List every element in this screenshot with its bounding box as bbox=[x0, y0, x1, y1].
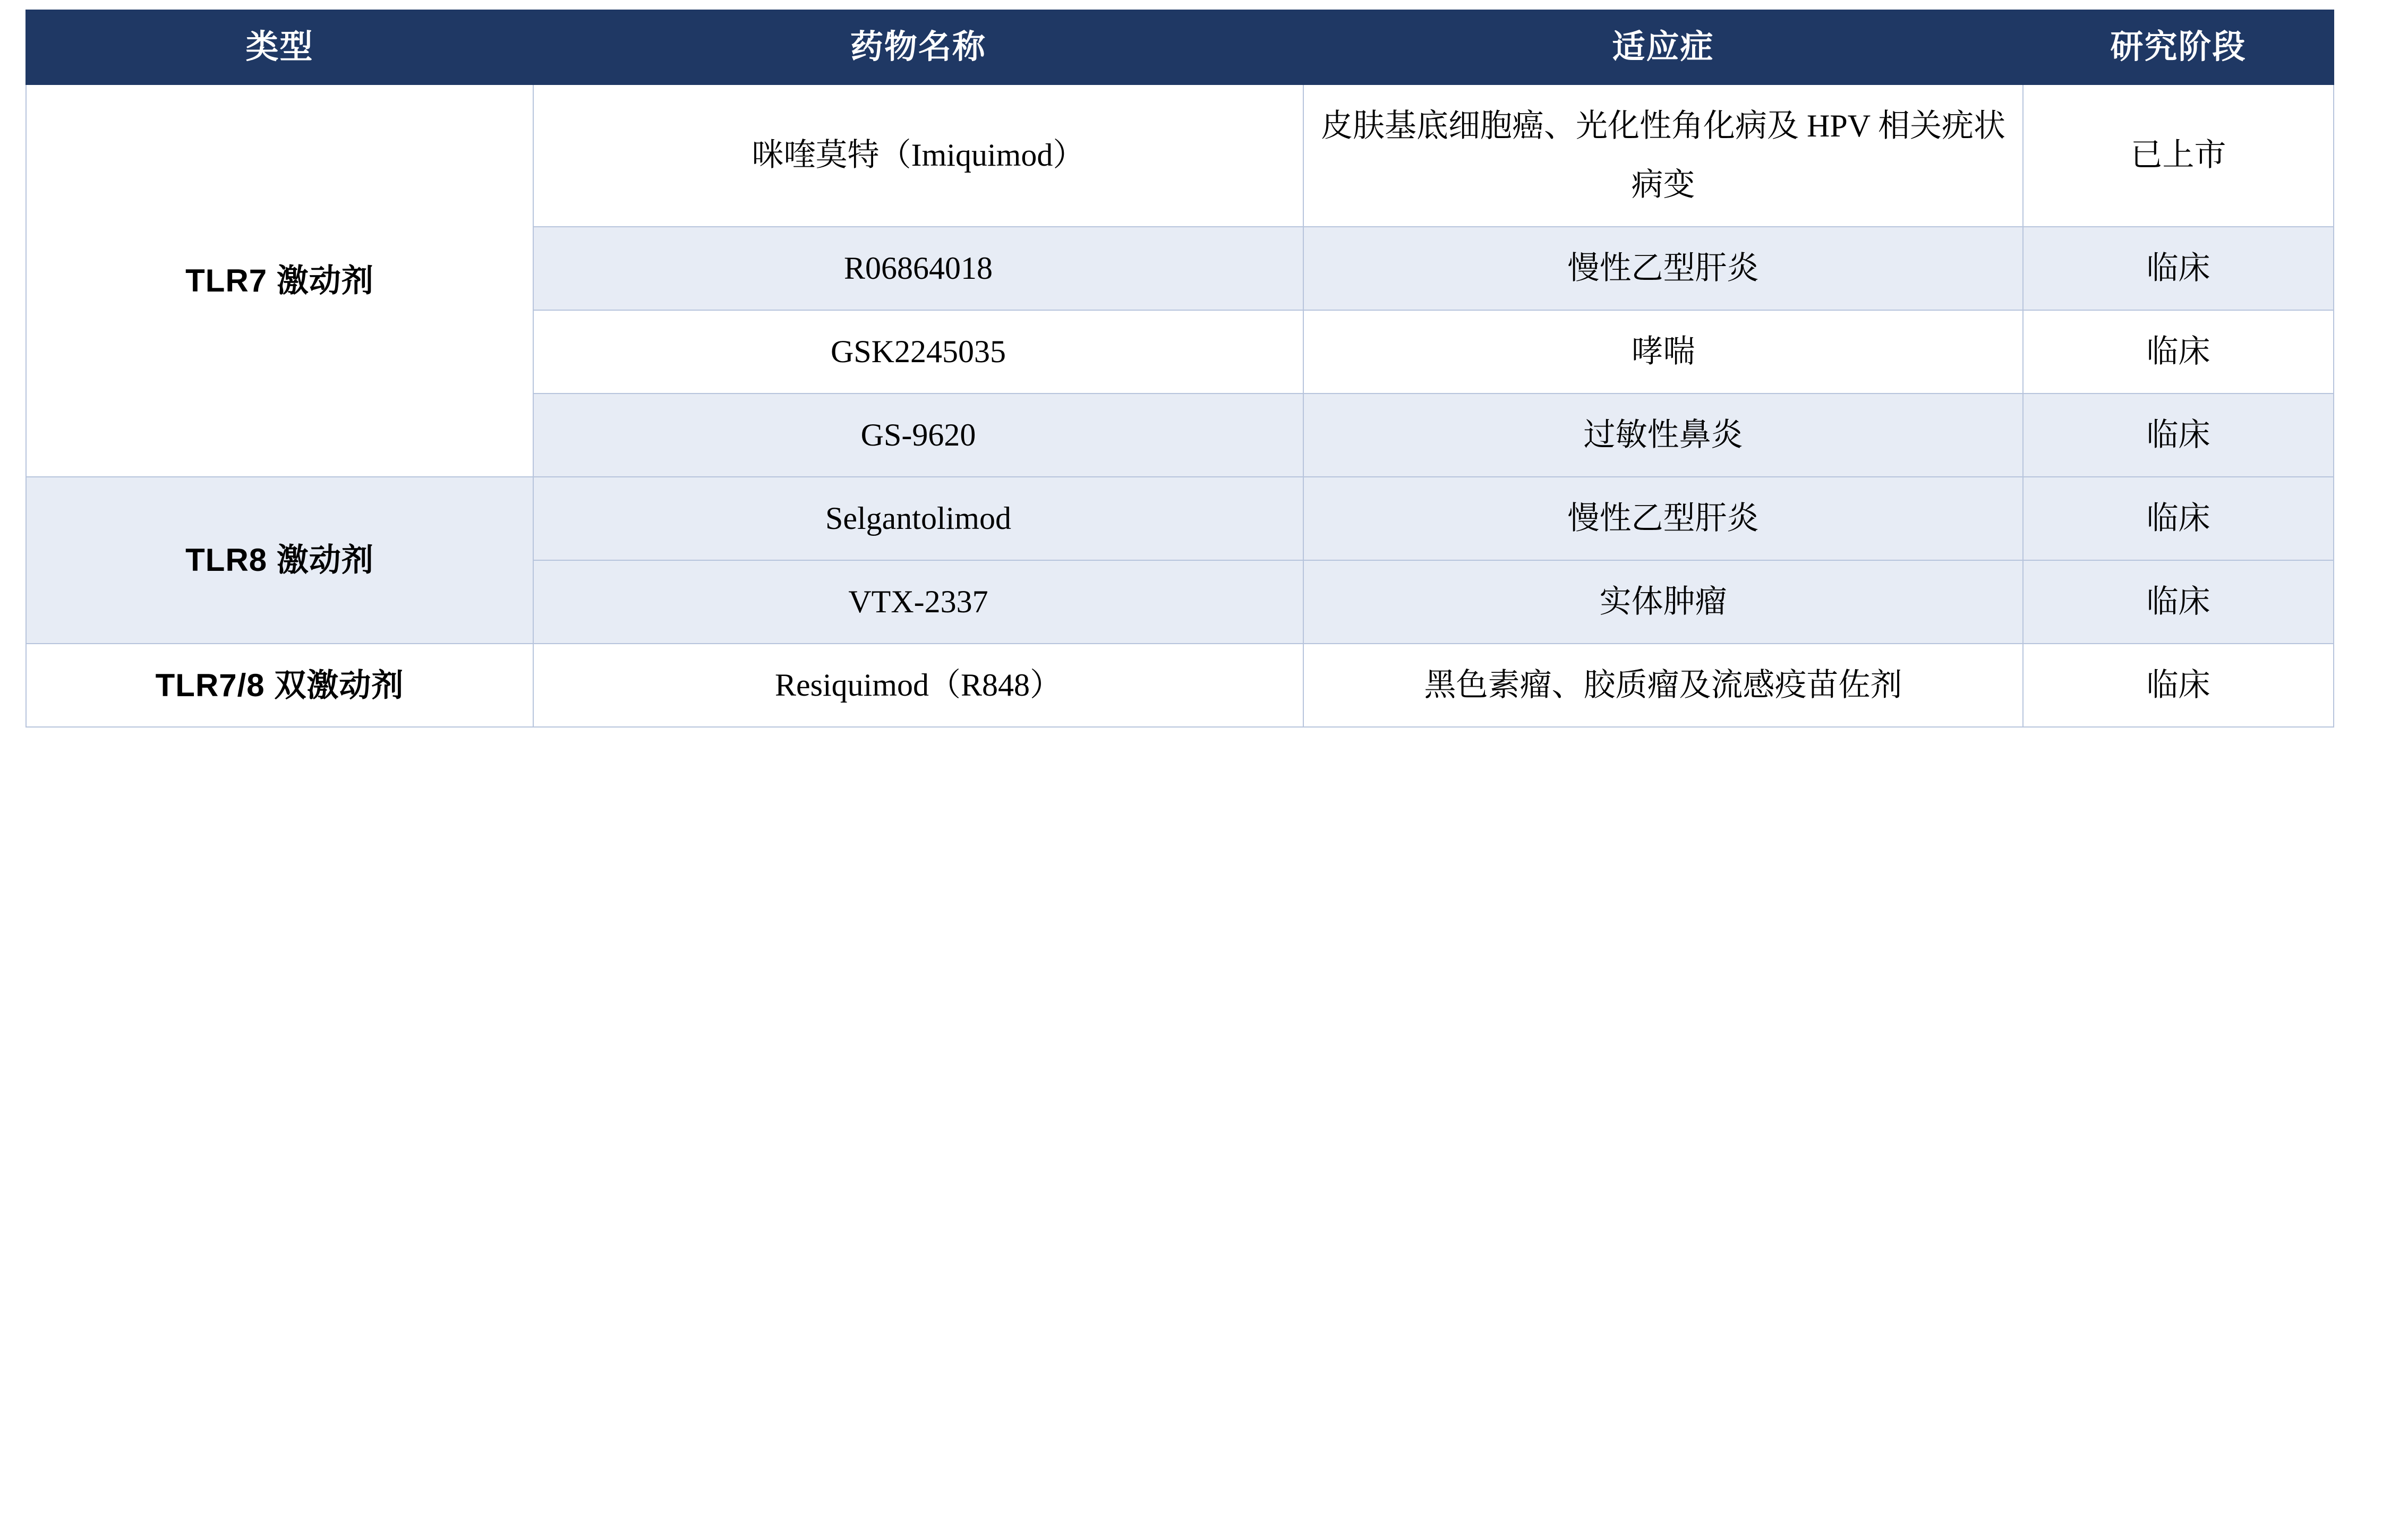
cell-indication: 黑色素瘤、胶质瘤及流感疫苗佐剂 bbox=[1303, 644, 2023, 727]
table-header-row bbox=[26, 10, 2334, 84]
cell-stage: 临床 bbox=[2023, 227, 2334, 310]
table-header bbox=[26, 10, 2334, 84]
group-type-tlr8: TLR8 激动剂 bbox=[26, 477, 533, 644]
column-header-stage: 研究阶段 bbox=[2023, 10, 2334, 84]
cell-stage: 临床 bbox=[2023, 393, 2334, 477]
column-header-indication: 适应症 bbox=[1303, 10, 2023, 84]
column-header-drug-name: 药物名称 bbox=[533, 10, 1303, 84]
cell-drug-name: Selgantolimod bbox=[533, 477, 1303, 560]
table-row bbox=[26, 477, 2334, 560]
cell-drug-name: 咪喹莫特（Imiquimod） bbox=[533, 84, 1303, 227]
table-row bbox=[26, 644, 2334, 727]
drug-table-container bbox=[0, 0, 2382, 728]
table-body bbox=[26, 84, 2334, 727]
column-header-type: 类型 bbox=[26, 10, 533, 84]
cell-drug-name: R06864018 bbox=[533, 227, 1303, 310]
cell-indication: 慢性乙型肝炎 bbox=[1303, 227, 2023, 310]
group-type-tlr7: TLR7 激动剂 bbox=[26, 84, 533, 477]
cell-indication: 皮肤基底细胞癌、光化性角化病及 HPV 相关疣状病变 bbox=[1303, 84, 2023, 227]
cell-stage: 临床 bbox=[2023, 310, 2334, 393]
cell-drug-name: GS-9620 bbox=[533, 393, 1303, 477]
cell-stage: 临床 bbox=[2023, 644, 2334, 727]
table-row bbox=[26, 84, 2334, 227]
cell-indication: 实体肿瘤 bbox=[1303, 560, 2023, 644]
tlr-agonist-table bbox=[25, 10, 2334, 728]
cell-drug-name: Resiquimod（R848） bbox=[533, 644, 1303, 727]
cell-indication: 慢性乙型肝炎 bbox=[1303, 477, 2023, 560]
group-type-tlr78: TLR7/8 双激动剂 bbox=[26, 644, 533, 727]
cell-stage: 临床 bbox=[2023, 560, 2334, 644]
cell-indication: 过敏性鼻炎 bbox=[1303, 393, 2023, 477]
cell-drug-name: VTX-2337 bbox=[533, 560, 1303, 644]
cell-stage: 临床 bbox=[2023, 477, 2334, 560]
cell-drug-name: GSK2245035 bbox=[533, 310, 1303, 393]
cell-indication: 哮喘 bbox=[1303, 310, 2023, 393]
cell-stage: 已上市 bbox=[2023, 84, 2334, 227]
